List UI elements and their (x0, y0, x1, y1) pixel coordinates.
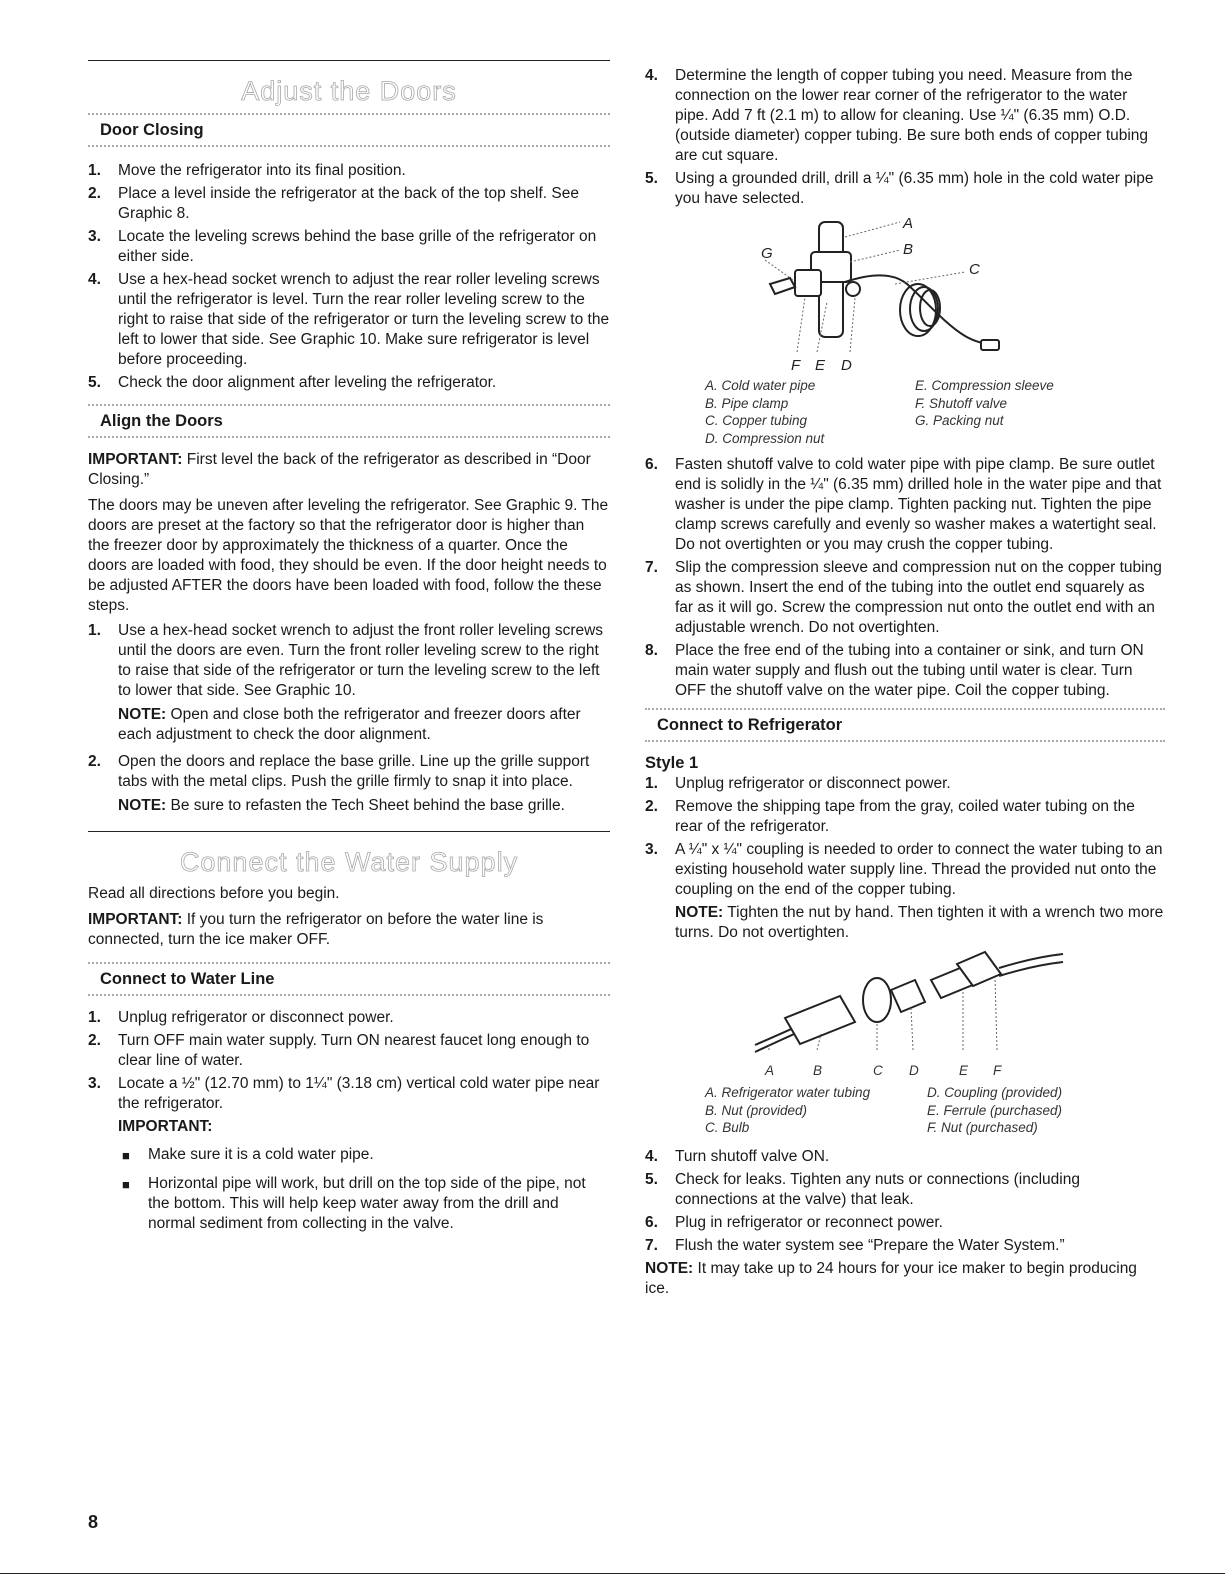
subheading-door-closing: Door Closing (88, 113, 610, 147)
caption: G. Packing nut (915, 413, 1004, 428)
list-item: 3. Locate the leveling screws behind the base grille of the refrigerator on either side. (88, 228, 597, 265)
important-label: IMPORTANT: (118, 1118, 213, 1135)
note: NOTE: Open and close both the refrigerator and freezer doors after each adjustment to check the door alignment. (118, 706, 581, 743)
align-paragraph: The doors may be uneven after leveling the refrigerator. See Graphic 9. The doors are preset at the factory so that the refrigerator door is higher than the freezer door by approximately the thickness of a quarter. Once the doors are loaded with food, they should be even. If the door height needs to be adjusted AFTER the doors have been loaded with food, follow the these steps. (88, 497, 609, 614)
figure-letter: E (959, 1063, 969, 1078)
caption: C. Bulb (705, 1120, 750, 1135)
caption: E. Ferrule (purchased) (927, 1102, 1063, 1118)
caption: D. Compression nut (705, 430, 825, 446)
caption: D. Coupling (provided) (927, 1085, 1063, 1100)
figure-letter: D (909, 1063, 919, 1078)
list-item: 2. Turn OFF main water supply. Turn ON nearest faucet long enough to clear line of water. (88, 1032, 590, 1069)
list-item: ■ Make sure it is a cold water pipe. (122, 1146, 374, 1163)
bulb-shape (863, 978, 891, 1022)
caption: B. Nut (provided) (705, 1102, 808, 1118)
list-item: ■ Horizontal pipe will work, but drill on the top side of the pipe, not the bottom. This will help keep water away from the drill and normal sediment from collecting in the valve. (122, 1175, 586, 1232)
caption: A. Refrigerator water tubing (705, 1085, 871, 1100)
figure-letter: E (815, 357, 826, 374)
section-rule (88, 60, 610, 61)
figure-letter: C (969, 261, 980, 278)
door-closing-steps (88, 161, 610, 393)
list-item: 4. Turn shutoff valve ON. (645, 1147, 830, 1165)
figure-letter: A (903, 215, 914, 232)
list-item: 7. Flush the water system see “Prepare the Water System.” (645, 1236, 1065, 1254)
list-item: 3. A ¼" x ¼" coupling is needed to order to connect the water tubing to an existing household water supply line. Thread the provided nut onto the coupling on the end of the copper tubing. (645, 841, 1163, 898)
read-directions: Read all directions before you begin. (88, 885, 340, 902)
tube-end-shape (981, 340, 999, 350)
water-important: IMPORTANT: If you turn the refrigerator on before the water line is connected, turn the ice maker OFF. (88, 911, 544, 948)
packing-nut-shape (770, 278, 795, 294)
list-item: 4. Determine the length of copper tubing you need. Measure from the connection on the lower rear corner of the refrigerator to the water pipe. Add 7 ft (2.1 m) to allow for cleaning. Use ¼" (6.35 mm) O.D. (outside diameter) copper tubing. Be sure both ends of copper tubing are cut square. (645, 67, 1149, 164)
align-important: IMPORTANT: First level the back of the refrigerator as described in “Door Closing.” (88, 451, 591, 488)
list-item: 5. Check for leaks. Tighten any nuts or connections (including connections at the valve) that leak. (645, 1170, 1080, 1208)
figure-letter: F (791, 357, 801, 374)
figure2-letters (645, 1062, 1165, 1084)
tubing-shape (845, 275, 987, 345)
figure2-captions (705, 1084, 1165, 1137)
list-item: 6. Fasten shutoff valve to cold water pipe with pipe clamp. Be sure outlet end is solidly in the ¼" (6.35 mm) drilled hole in the water pipe and that washer is under the pipe clamp. Tighten packing nut. Tighten the pipe clamp screws carefully and evenly so washer makes a watertight seal. Do not overtighten or you may crush the copper tubing. (645, 456, 1162, 553)
list-item: 5. Check the door alignment after leveling the refrigerator. (88, 374, 497, 391)
list-item: 2. Open the doors and replace the base grille. Line up the grille support tabs with the metal clips. Push the grille firmly to snap it into place. (88, 753, 590, 790)
figure-letter: B (903, 241, 914, 258)
subheading-connect-refrigerator: Connect to Refrigerator (645, 708, 1165, 742)
caption: C. Copper tubing (705, 413, 808, 428)
style-label: Style 1 (645, 754, 699, 772)
figure-letter: B (813, 1063, 823, 1078)
compression-nut-shape (846, 282, 860, 296)
list-item: 6. Plug in refrigerator or reconnect power. (645, 1213, 943, 1231)
coupling-shape (891, 980, 925, 1012)
figure-letter: G (761, 245, 773, 262)
list-item: 3. Locate a ½" (12.70 mm) to 1¼" (3.18 cm) vertical cold water pipe near the refrigerator. (88, 1075, 600, 1112)
list-item: 2. Remove the shipping tape from the gray, coiled water tubing on the rear of the refrigerator. (645, 798, 1135, 835)
list-item: 4. Use a hex-head socket wrench to adjust the rear roller leveling screws until the refrigerator is level. Turn the rear roller leveling screw to the right to raise that side of the refrigerator or turn the leveling screw to the left to lower that side. See Graphic 10. Make sure refrigerator is level before proceeding. (88, 271, 610, 368)
valve-shape (795, 270, 821, 296)
caption: B. Pipe clamp (705, 395, 789, 411)
figure-letter: D (841, 357, 852, 374)
figure-letter: A (765, 1063, 775, 1078)
list-item: 1. Unplug refrigerator or disconnect power. (645, 775, 951, 792)
left-column (88, 60, 610, 1237)
section-rule (88, 831, 610, 832)
supply-line-shape (999, 962, 1063, 976)
section-title-adjust-doors: Adjust the Doors (241, 76, 457, 106)
list-item: 1. Use a hex-head socket wrench to adjust the front roller leveling screws until the doors are even. Turn the front roller leveling screw to the right to raise that side of the refrigerator or turn the leveling screw to the left to lower that side. See Graphic 10. (88, 622, 604, 699)
subheading-water-line: Connect to Water Line (88, 962, 610, 996)
list-item: 1. Unplug refrigerator or disconnect power. (88, 1009, 394, 1026)
caption: F. Nut (purchased) (927, 1120, 1038, 1135)
section-title-connect-water: Connect the Water Supply (179, 847, 519, 877)
figure-letter: F (993, 1063, 1002, 1078)
figure1-captions (705, 377, 1165, 447)
coupling-diagram (645, 950, 1165, 1062)
list-item: 8. Place the free end of the tubing into a container or sink, and turn ON main water supply and flush out the tubing until water is clear. Turn OFF the shutoff valve on the water pipe. Coil the copper tubing. (645, 642, 1144, 699)
shutoff-valve-diagram (645, 212, 1165, 377)
right-column (645, 66, 1165, 1299)
list-item: 5. Using a grounded drill, drill a ¼" (6.35 mm) hole in the cold water pipe you have selected. (645, 170, 1154, 207)
list-item: 1. Move the refrigerator into its final position. (88, 162, 406, 179)
caption: A. Cold water pipe (705, 378, 816, 393)
caption: E. Compression sleeve (915, 378, 1054, 393)
supply-line-shape (999, 954, 1063, 968)
figure-letter: C (873, 1063, 883, 1078)
list-item: 2. Place a level inside the refrigerator at the back of the top shelf. See Graphic 8. (88, 185, 579, 222)
final-note: NOTE: It may take up to 24 hours for your ice maker to begin producing ice. (645, 1259, 1137, 1297)
page-number: 8 (88, 1512, 99, 1532)
note: NOTE: Be sure to refasten the Tech Sheet behind the base grille. (118, 797, 565, 814)
caption: F. Shutoff valve (915, 395, 1008, 411)
note: NOTE: Tighten the nut by hand. Then tighten it with a wrench two more turns. Do not overtighten. (675, 904, 1164, 941)
subheading-align-doors: Align the Doors (88, 404, 610, 438)
bottom-rule (0, 1573, 1225, 1574)
list-item: 7. Slip the compression sleeve and compression nut on the copper tubing as shown. Insert the end of the tubing into the outlet end squarely as far as it will go. Screw the compression nut onto the outlet end with an adjustable wrench. Do not overtighten. (645, 559, 1162, 636)
